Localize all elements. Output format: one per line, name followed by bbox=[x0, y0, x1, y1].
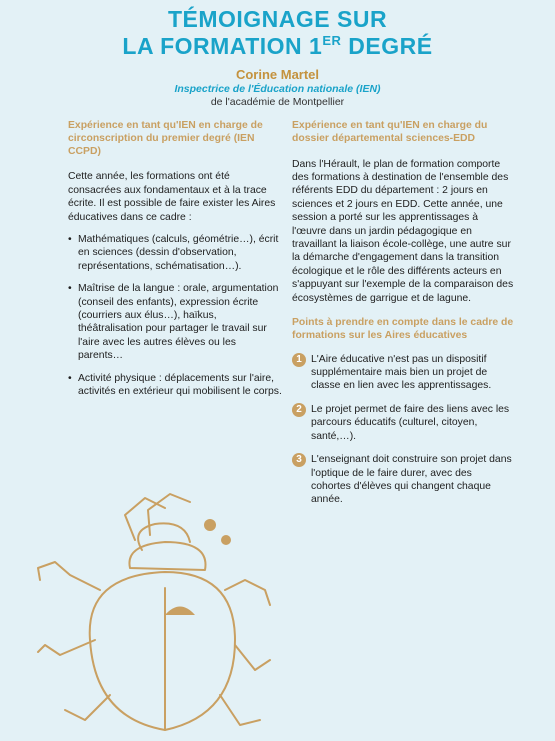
title-superscript: ER bbox=[322, 33, 342, 48]
left-heading: Expérience en tant qu'IEN en charge de circonscription du premier degré (IEN CCPD) bbox=[68, 120, 263, 157]
list-item-text: Activité physique : déplacements sur l'aire, activités en extérieur qui mobilisent le corps. bbox=[78, 372, 282, 398]
list-item-text: Maîtrise de la langue : orale, argumentation (conseil des enfants), expression écrite (courriers aux élus…), haïkus, théâtralisation pour partager le travail sur l'aire avec les autres élèves ou les parents… bbox=[78, 283, 279, 362]
page-title-line1: TÉMOIGNAGE SUR bbox=[167, 6, 388, 32]
point-text: Le projet permet de faire des liens avec les parcours éducatifs (culturel, citoyen, santé,…). bbox=[311, 403, 510, 442]
right-body: Dans l'Hérault, le plan de formation comporte des formations à destination de l'ensemble des référents EDD du département : 2 jours en sciences et 2 jours en EDD. Cette année, une session a porté sur les apprentissages à l'œuvre dans un jardin pédagogique en travaillant la liaison école-collège, une autre sur la démarche d'engagement dans la transition écologique et le rôle des différents acteurs en s'appuyant sur l'exemple de la comparaison des écosystèmes de garrigue et de lagune. bbox=[292, 158, 514, 304]
point-text: L'Aire éducative n'est pas un dispositif supplémentaire mais bien un projet de classe en lien avec les apprentissages. bbox=[311, 353, 492, 392]
beetle-dot bbox=[221, 535, 231, 545]
author-name: Corine Martel bbox=[235, 67, 320, 82]
number-badge-icon: 2 bbox=[292, 403, 306, 417]
page-title-line2 bbox=[0, 33, 555, 63]
right-heading: Expérience en tant qu'IEN en charge du dossier départemental sciences-EDD bbox=[292, 120, 488, 144]
number-badge-icon: 1 bbox=[292, 353, 306, 367]
beetle-spot bbox=[165, 607, 195, 616]
bullet-icon: • bbox=[68, 372, 72, 384]
list-item bbox=[68, 282, 283, 362]
left-intro: Cette année, les formations ont été consacrées aux fondamentaux et à la trace écrite. Il est possible de faire exister les Aires éducatives dans ce cadre : bbox=[68, 171, 276, 223]
author-academy: de l'académie de Montpellier bbox=[210, 96, 345, 108]
list-item bbox=[68, 233, 283, 273]
number-badge-icon: 3 bbox=[292, 453, 306, 467]
point-item bbox=[292, 403, 514, 443]
left-list bbox=[68, 233, 283, 398]
list-item bbox=[68, 372, 283, 399]
author-role: Inspectrice de l'Éducation nationale (IEN) bbox=[174, 83, 381, 95]
title-main: LA FORMATION 1 bbox=[122, 33, 323, 59]
points-heading: Points à prendre en compte dans le cadre de formations sur les Aires éducatives bbox=[292, 317, 514, 341]
list-item-text: Mathématiques (calculs, géométrie…), écrit en sciences (dessin d'observation, représentations, schématisation…). bbox=[78, 234, 279, 272]
left-column bbox=[68, 120, 283, 407]
point-text: L'enseignant doit construire son projet dans l'optique de le faire durer, avec des cohortes d'élèves qui changent chaque année. bbox=[311, 454, 512, 506]
beetle-illustration-icon bbox=[30, 480, 280, 741]
point-item bbox=[292, 353, 514, 393]
bullet-icon: • bbox=[68, 234, 72, 246]
right-column bbox=[292, 120, 514, 517]
point-item bbox=[292, 453, 514, 507]
beetle-dot bbox=[204, 519, 216, 531]
title-end: DEGRÉ bbox=[341, 33, 433, 59]
bullet-icon: • bbox=[68, 283, 72, 295]
